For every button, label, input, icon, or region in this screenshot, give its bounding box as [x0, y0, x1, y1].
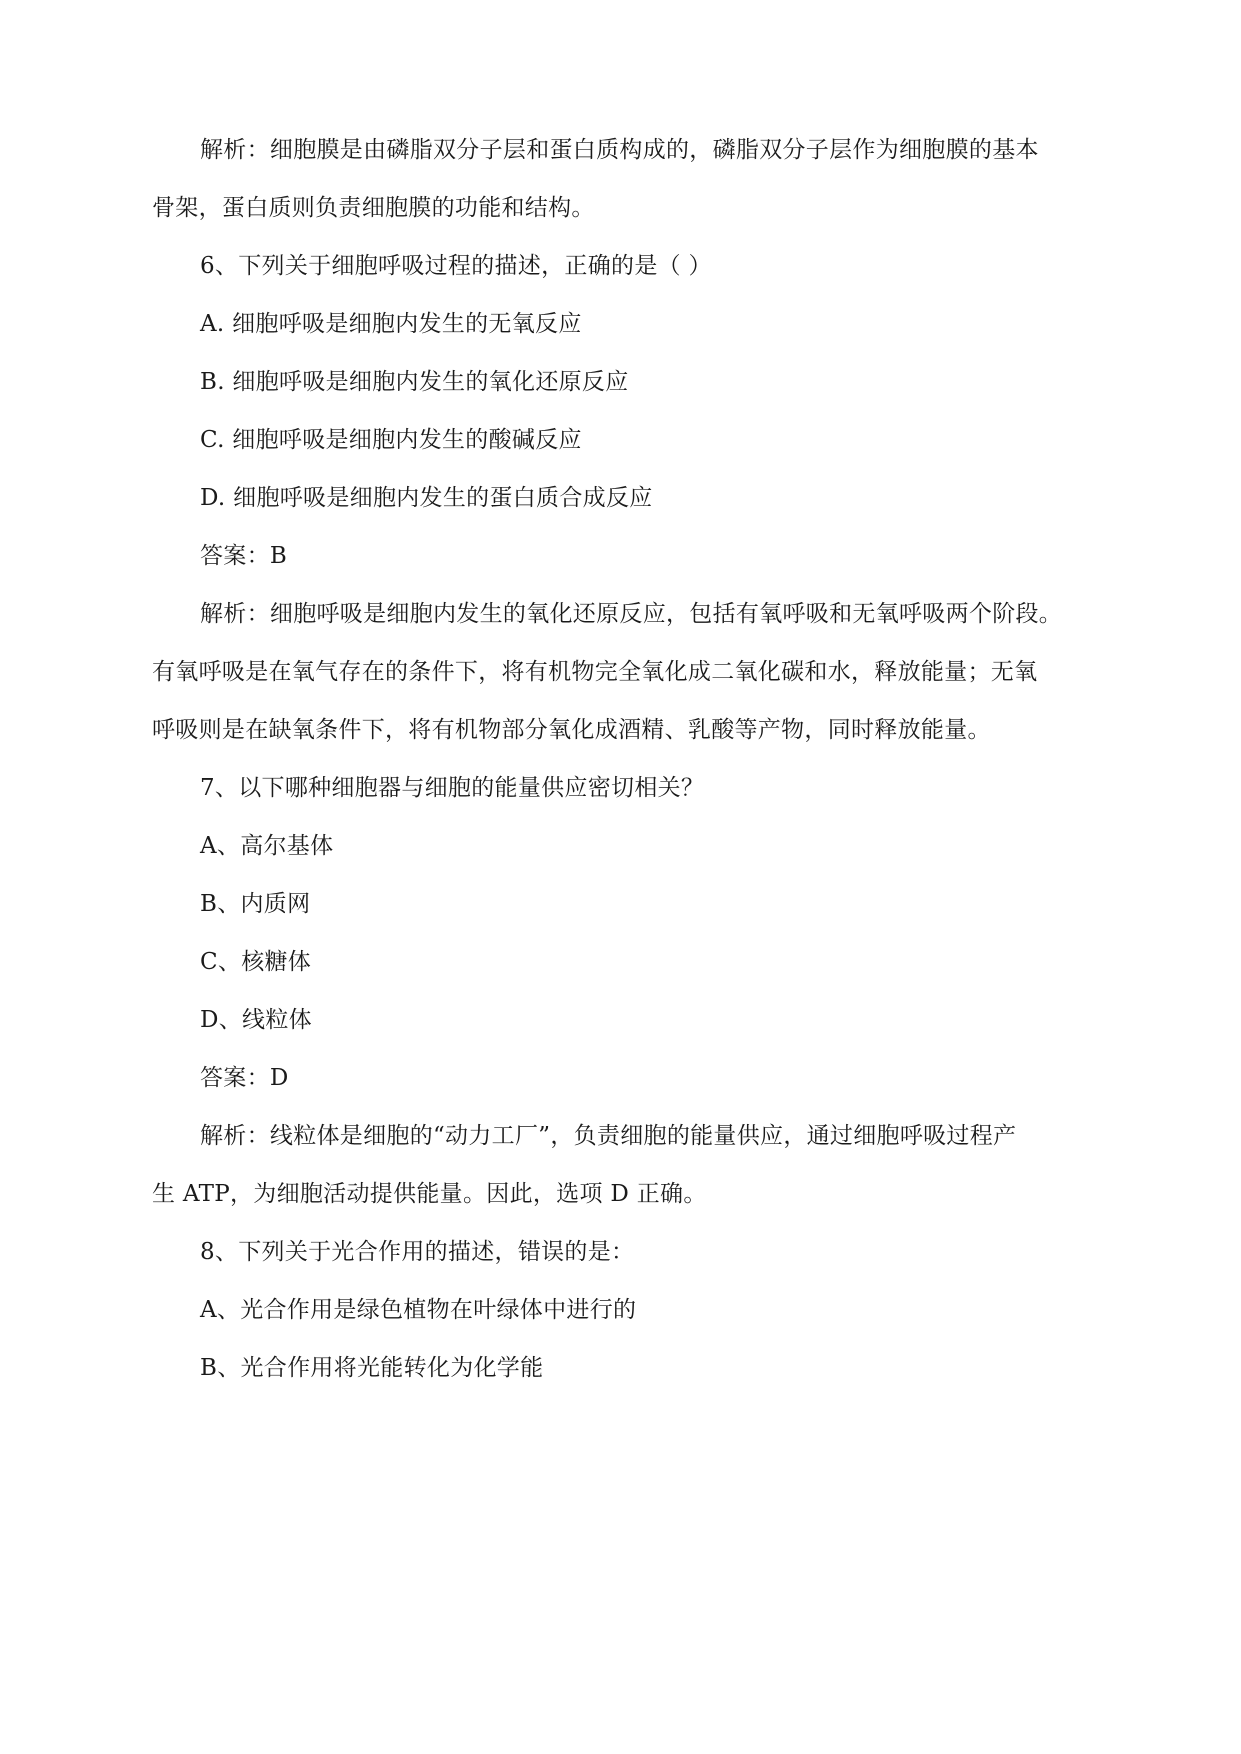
- explanation-q6-line-2: 有氧呼吸是在氧气存在的条件下，将有机物完全氧化成二氧化碳和水，释放能量；无氧: [152, 659, 1038, 685]
- question-8-option-b: B、光合作用将光能转化为化学能: [200, 1355, 544, 1381]
- question-7-answer: 答案：D: [200, 1065, 289, 1091]
- explanation-q6-line-1: 解析：细胞呼吸是细胞内发生的氧化还原反应，包括有氧呼吸和无氧呼吸两个阶段。: [200, 601, 1063, 627]
- question-6-stem: 6、下列关于细胞呼吸过程的描述，正确的是（ ）: [200, 253, 712, 279]
- question-7-stem: 7、以下哪种细胞器与细胞的能量供应密切相关？: [200, 775, 705, 801]
- question-6-option-a: A. 细胞呼吸是细胞内发生的无氧反应: [200, 311, 582, 337]
- question-7-option-b: B、内质网: [200, 891, 311, 917]
- explanation-q7-line-1: 解析：线粒体是细胞的“动力工厂”，负责细胞的能量供应，通过细胞呼吸过程产: [200, 1123, 1017, 1149]
- question-7-option-d: D、线粒体: [200, 1007, 312, 1033]
- question-7-option-c: C、核糖体: [200, 949, 312, 975]
- question-6-answer: 答案：B: [200, 543, 288, 569]
- question-7-option-a: A、高尔基体: [200, 833, 334, 859]
- question-8-option-a: A、光合作用是绿色植物在叶绿体中进行的: [200, 1297, 637, 1323]
- question-6-option-b: B. 细胞呼吸是细胞内发生的氧化还原反应: [200, 369, 629, 395]
- question-8-stem: 8、下列关于光合作用的描述，错误的是：: [200, 1239, 635, 1265]
- explanation-q7-line-2: 生 ATP，为细胞活动提供能量。因此，选项 D 正确。: [152, 1181, 707, 1207]
- explanation-q5-line-2: 骨架，蛋白质则负责细胞膜的功能和结构。: [152, 195, 595, 221]
- question-6-option-d: D. 细胞呼吸是细胞内发生的蛋白质合成反应: [200, 485, 653, 511]
- question-6-option-c: C. 细胞呼吸是细胞内发生的酸碱反应: [200, 427, 582, 453]
- explanation-q5-line-1: 解析：细胞膜是由磷脂双分子层和蛋白质构成的，磷脂双分子层作为细胞膜的基本: [200, 137, 1039, 163]
- explanation-q6-line-3: 呼吸则是在缺氧条件下，将有机物部分氧化成酒精、乳酸等产物，同时释放能量。: [152, 717, 991, 743]
